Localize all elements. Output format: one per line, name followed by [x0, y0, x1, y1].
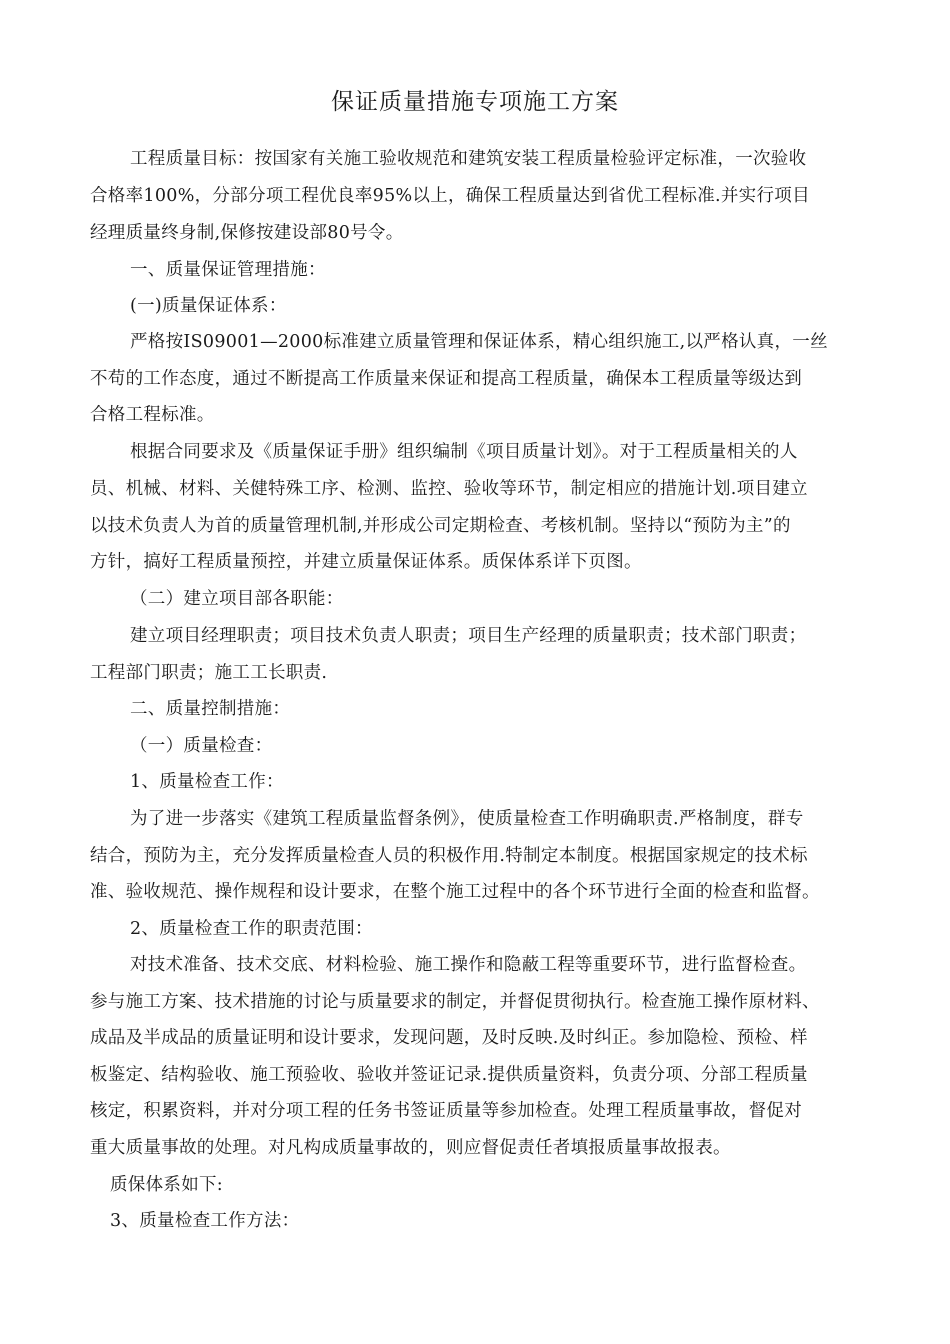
body-line: 核定，积累资料，并对分项工程的任务书签证质量等参加检查。处理工程质量事故，督促对 — [90, 1101, 802, 1121]
body-line: 方针，搞好工程质量预控，并建立质量保证体系。质保体系详下页图。 — [90, 552, 642, 572]
section-heading: 二、质量控制措施： — [130, 699, 291, 719]
body-line: 以技术负责人为首的质量管理机制,并形成公司定期检查、考核机制。坚持以“预防为主”的 — [90, 516, 791, 536]
body-line: 重大质量事故的处理。对凡构成质量事故的，则应督促责任者填报质量事故报表。 — [90, 1138, 731, 1158]
section-heading: 一、质量保证管理措施： — [130, 260, 326, 280]
body-line: 参与施工方案、技术措施的讨论与质量要求的制定，并督促贯彻执行。检查施工操作原材料、 — [90, 992, 820, 1012]
body-line: 不苟的工作态度，通过不断提高工作质量来保证和提高工程质量，确保本工程质量等级达到 — [90, 369, 802, 389]
body-line: 严格按IS09001—2000标准建立质量管理和保证体系，精心组织施工,以严格认真，一丝 — [130, 332, 828, 352]
body-line: 结合，预防为主，充分发挥质量检查人员的积极作用.特制定本制度。根据国家规定的技术标 — [90, 846, 808, 866]
body-line: 对技术准备、技术交底、材料检验、施工操作和隐蔽工程等重要环节，进行监督检查。 — [130, 955, 807, 975]
body-line: 工程质量目标：按国家有关施工验收规范和建筑安装工程质量检验评定标准，一次验收 — [130, 149, 807, 169]
subsection-heading: 1、质量检查工作： — [130, 772, 284, 792]
subsection-heading: (一)质量保证体系： — [130, 296, 287, 316]
subsection-heading: （一）质量检查： — [130, 736, 273, 756]
body-line: 建立项目经理职责；项目技术负责人职责；项目生产经理的质量职责；技术部门职责； — [130, 626, 807, 646]
body-line: 准、验收规范、操作规程和设计要求，在整个施工过程中的各个环节进行全面的检查和监督。 — [90, 882, 820, 902]
document-title: 保证质量措施专项施工方案 — [331, 89, 619, 115]
body-line: 员、机械、材料、关健特殊工序、检测、监控、验收等环节，制定相应的措施计划.项目建立 — [90, 479, 808, 499]
body-line: 为了进一步落实《建筑工程质量监督条例》，使质量检查工作明确职责.严格制度，群专 — [130, 809, 804, 829]
body-line: 合格工程标准。 — [90, 405, 215, 425]
body-line: 板鉴定、结构验收、施工预验收、验收并签证记录.提供质量资料，负责分项、分部工程质量 — [90, 1065, 808, 1085]
body-line: 质保体系如下: — [110, 1175, 223, 1195]
body-line: 合格率100%，分部分项工程优良率95%以上，确保工程质量达到省优工程标准.并实行项目 — [90, 186, 810, 206]
subsection-heading: 3、质量检查工作方法： — [110, 1211, 300, 1231]
subsection-heading: （二）建立项目部各职能： — [130, 589, 344, 609]
body-line: 经理质量终身制,保修按建设部80号令。 — [90, 223, 404, 243]
body-line: 根据合同要求及《质量保证手册》组织编制《项目质量计划》。对于工程质量相关的人 — [130, 442, 798, 462]
body-line: 成品及半成品的质量证明和设计要求，发现问题，及时反映.及时纠正。参加隐检、预检、样 — [90, 1028, 808, 1048]
body-line: 工程部门职责；施工工长职责. — [90, 663, 328, 683]
subsection-heading: 2、质量检查工作的职责范围： — [130, 919, 373, 939]
